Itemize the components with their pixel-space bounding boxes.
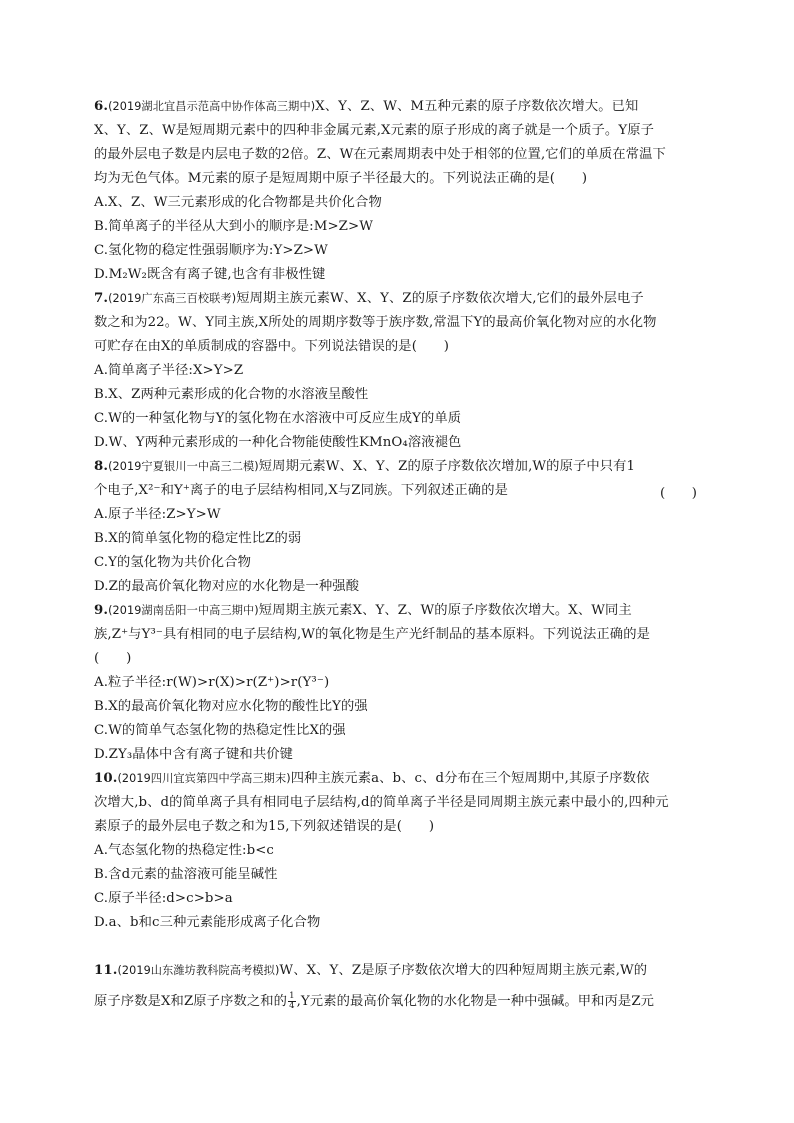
q7-number: 7 bbox=[94, 291, 104, 306]
q10-line-1: 10.(2019四川宜宾第四中学高三期末)四种主族元素a、b、c、d分布在三个短周期中,其原子序数依 bbox=[94, 771, 650, 786]
q8-source: (2019宁夏银川一中高三二模) bbox=[108, 460, 259, 473]
q10-option-b: B.含d元素的盐溶液可能呈碱性 bbox=[94, 867, 278, 882]
q7-option-b: B.X、Z两种元素形成的化合物的水溶液呈酸性 bbox=[94, 387, 369, 402]
q9-number: 9 bbox=[94, 603, 104, 618]
q6-stem-3: 的最外层电子数是内层电子数的2倍。Z、W在元素周期表中处于相邻的位置,它们的单质在常温下 bbox=[94, 147, 666, 162]
q8-number: 8 bbox=[94, 459, 104, 474]
q6-option-b: B.简单离子的半径从大到小的顺序是:M>Z>W bbox=[94, 219, 374, 234]
q6-option-a: A.X、Z、W三元素形成的化合物都是共价化合物 bbox=[94, 195, 382, 210]
q6-stem-4: 均为无色气体。M元素的原子是短周期中原子半径最大的。下列说法正确的是( ) bbox=[94, 171, 588, 186]
q10-stem-2: 次增大,b、d的简单离子具有相同电子层结构,d的简单离子半径是同周期主族元素中最小的,四种元 bbox=[94, 795, 669, 810]
q11-source: (2019山东潍坊教科院高考模拟) bbox=[117, 964, 280, 977]
q9-stem-3: ( ) bbox=[94, 651, 132, 666]
q6-line-1: 6.(2019湖北宜昌示范高中协作体高三期中)X、Y、Z、W、M五种元素的原子序数依次增大。已知 bbox=[94, 99, 639, 114]
q11-stem-2b: ,Y元素的最高价氧化物的水化物是一种中强碱。甲和丙是Z元 bbox=[296, 994, 655, 1009]
q10-number: 10 bbox=[94, 771, 113, 786]
q11-fraction-numerator: 1 bbox=[289, 991, 295, 1001]
q9-option-a: A.粒子半径:r(W)>r(X)>r(Z⁺)>r(Y³⁻) bbox=[94, 675, 330, 690]
q7-option-c: C.W的一种氢化物与Y的氢化物在水溶液中可反应生成Y的单质 bbox=[94, 411, 462, 426]
q11-fraction-denominator: 4 bbox=[289, 1001, 295, 1011]
q11-line-2 bbox=[94, 992, 704, 1011]
q8-option-b: B.X的简单氢化物的稳定性比Z的弱 bbox=[94, 531, 302, 546]
q8-option-a: A.原子半径:Z>Y>W bbox=[94, 507, 221, 522]
q7-stem-2: 数之和为22。W、Y同主族,X所处的周期序数等于族序数,常温下Y的最高价氧化物对应的水化物 bbox=[94, 315, 657, 330]
q10-stem-3: 素原子的最外层电子数之和为15,下列叙述错误的是( ) bbox=[94, 819, 435, 834]
q10-option-c: C.原子半径:d>c>b>a bbox=[94, 891, 233, 906]
q9-source: (2019湖南岳阳一中高三期中) bbox=[108, 604, 259, 617]
q7-option-d: D.W、Y两种元素形成的一种化合物能使酸性KMnO₄溶液褪色 bbox=[94, 435, 462, 450]
q11-number: 11 bbox=[94, 963, 113, 978]
q8-answer-paren: ( ) bbox=[660, 486, 697, 501]
q11-fraction bbox=[288, 992, 296, 1011]
q9-option-b: B.X的最高价氧化物对应水化物的酸性比Y的强 bbox=[94, 699, 368, 714]
q8-stem-1: 短周期元素W、X、Y、Z的原子序数依次增加,W的原子中只有1 bbox=[258, 459, 636, 474]
q10-option-a: A.气态氢化物的热稳定性:b<c bbox=[94, 843, 274, 858]
q11-stem-1: W、X、Y、Z是原子序数依次增大的四种短周期主族元素,W的 bbox=[279, 963, 648, 978]
q10-source: (2019四川宜宾第四中学高三期末) bbox=[117, 772, 291, 785]
q8-stem-2: 个电子,X²⁻和Y⁺离子的电子层结构相同,X与Z同族。下列叙述正确的是 bbox=[94, 483, 508, 498]
q7-stem-3: 可贮存在由X的单质制成的容器中。下列说法错误的是( ) bbox=[94, 339, 450, 354]
q7-option-a: A.简单离子半径:X>Y>Z bbox=[94, 363, 244, 378]
q8-option-d: D.Z的最高价氧化物对应的水化物是一种强酸 bbox=[94, 579, 360, 594]
q6-option-c: C.氢化物的稳定性强弱顺序为:Y>Z>W bbox=[94, 243, 328, 258]
q7-stem-1: 短周期主族元素W、X、Y、Z的原子序数依次增大,它们的最外层电子 bbox=[236, 291, 644, 306]
q7-source: (2019广东高三百校联考) bbox=[108, 292, 237, 305]
q6-option-d: D.M₂W₂既含有离子键,也含有非极性键 bbox=[94, 267, 326, 282]
q9-line-1: 9.(2019湖南岳阳一中高三期中)短周期主族元素X、Y、Z、W的原子序数依次增大。X、W同主 bbox=[94, 603, 632, 618]
q9-option-d: D.ZY₃晶体中含有离子键和共价键 bbox=[94, 747, 294, 762]
q8-option-c: C.Y的氢化物为共价化合物 bbox=[94, 555, 251, 570]
q10-stem-1: 四种主族元素a、b、c、d分布在三个短周期中,其原子序数依 bbox=[290, 771, 650, 786]
q9-stem-1: 短周期主族元素X、Y、Z、W的原子序数依次增大。X、W同主 bbox=[258, 603, 632, 618]
q6-stem-2: X、Y、Z、W是短周期元素中的四种非金属元素,X元素的原子形成的离子就是一个质子。Y原子 bbox=[94, 123, 655, 138]
q8-line-1: 8.(2019宁夏银川一中高三二模)短周期元素W、X、Y、Z的原子序数依次增加,W的原子中只有1 bbox=[94, 459, 636, 474]
q6-source: (2019湖北宜昌示范高中协作体高三期中) bbox=[108, 100, 316, 113]
q11-line-1: 11.(2019山东潍坊教科院高考模拟)W、X、Y、Z是原子序数依次增大的四种短周期主族元素,W的 bbox=[94, 963, 648, 978]
q11-stem-2a: 原子序数是X和Z原子序数之和的 bbox=[94, 994, 288, 1009]
q10-option-d: D.a、b和c三种元素能形成离子化合物 bbox=[94, 915, 321, 930]
q9-stem-2: 族,Z⁺与Y³⁻具有相同的电子层结构,W的氧化物是生产光纤制品的基本原料。下列说法正确的是 bbox=[94, 627, 650, 642]
q7-line-1: 7.(2019广东高三百校联考)短周期主族元素W、X、Y、Z的原子序数依次增大,它们的最外层电子 bbox=[94, 291, 644, 306]
q9-option-c: C.W的简单气态氢化物的热稳定性比X的强 bbox=[94, 723, 346, 738]
q6-stem-1: X、Y、Z、W、M五种元素的原子序数依次增大。已知 bbox=[315, 99, 639, 114]
q6-number: 6 bbox=[94, 99, 104, 114]
